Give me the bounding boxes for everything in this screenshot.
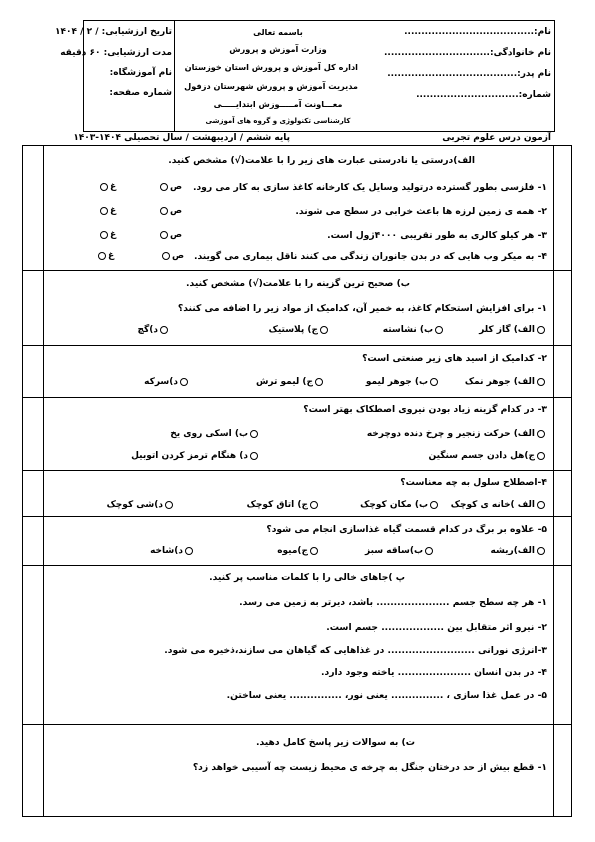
- section-a-item-1: ۱- فلزسی بطور گسترده درتولید وسایل یک کارخانه کاغذ سازی به کار می رود.: [192, 182, 547, 193]
- radio-circle-icon[interactable]: [315, 378, 323, 386]
- b2-option-c[interactable]: ج) لیمو ترش: [256, 377, 325, 387]
- b4-option-c[interactable]: ج) اتاق کوچک: [247, 500, 320, 510]
- radio-circle-icon[interactable]: [430, 378, 438, 386]
- radio-circle-icon[interactable]: [100, 207, 108, 215]
- b1-option-b[interactable]: ب) نشاسته: [383, 325, 445, 335]
- score-column-divider: [43, 145, 44, 817]
- radio-circle-icon[interactable]: [250, 452, 258, 460]
- b1-option-d[interactable]: د)گچ: [138, 325, 170, 335]
- province-office: اداره کل آموزش و پرورش استان خوزستان: [184, 62, 358, 72]
- q-divider-b3: [22, 470, 572, 471]
- radio-circle-icon[interactable]: [537, 452, 545, 460]
- section-a-item-3: ۳- هر کیلو کالری به طور تقریبی ۴۰۰۰ژول است.: [327, 230, 547, 241]
- true-option-3[interactable]: ص: [158, 230, 182, 240]
- radio-circle-icon[interactable]: [435, 326, 443, 334]
- radio-circle-icon[interactable]: [165, 501, 173, 509]
- radio-circle-icon[interactable]: [537, 430, 545, 438]
- q-divider-b2: [22, 397, 572, 398]
- page-number: شماره صفحه:: [109, 88, 172, 98]
- section-b-q1: ۱- برای افزایش استحکام کاغذ، به خمیر آن، کدامیک از مواد زیر را اضافه می کنند؟: [177, 303, 547, 314]
- radio-circle-icon[interactable]: [160, 183, 168, 191]
- basmala: باسمه تعالی: [253, 27, 303, 37]
- row-number-column-divider: [553, 145, 554, 817]
- b2-option-b[interactable]: ب) جوهر لیمو: [366, 377, 440, 387]
- b5-option-c[interactable]: ج)میوه: [277, 546, 320, 556]
- false-option-3[interactable]: غ: [98, 230, 116, 240]
- b1-option-c[interactable]: ج) پلاستیک: [269, 325, 330, 335]
- radio-circle-icon[interactable]: [310, 547, 318, 555]
- section-b-q3: ۳- در کدام گزینه زیاد بودن نیروی اصطکاک بهتر است؟: [303, 404, 547, 415]
- q-divider-b4: [22, 516, 572, 517]
- section-p-title: پ )جاهای خالی را با کلمات مناسب پر کنید.: [209, 572, 405, 583]
- b3-option-c[interactable]: ج)هل دادن جسم سنگین: [428, 451, 547, 461]
- section-p-item-3[interactable]: ۳-انرژی نورانی ......................... در غذاهایی که گیاهان می سازند،ذخیره می شود.: [164, 645, 547, 656]
- exam-info: پایه ششم / اردیبهشت / سال تحصیلی ۱۴۰۴-۱۴۰۳: [73, 133, 290, 143]
- b2-option-a[interactable]: الف) جوهر نمک: [465, 377, 547, 387]
- student-father-field[interactable]: نام پدر:......................................: [387, 69, 551, 79]
- radio-circle-icon[interactable]: [537, 547, 545, 555]
- exam-duration: مدت ارزشیابی: ۶۰ دقیقه: [60, 48, 172, 58]
- radio-circle-icon[interactable]: [180, 378, 188, 386]
- section-a-title: الف)درستی یا نادرستی عبارت های زیر را با علامت(√) مشخص کنید.: [168, 155, 475, 166]
- student-number-field[interactable]: شماره:..............................: [416, 90, 551, 100]
- city-office: مدیریت آموزش و پرورش شهرستان دزفول: [184, 81, 358, 91]
- radio-circle-icon[interactable]: [160, 231, 168, 239]
- student-family-field[interactable]: نام خانوادگی:...............................: [383, 48, 551, 58]
- b3-option-d[interactable]: د) هنگام ترمز کردن اتوبیل: [131, 451, 260, 461]
- section-p-item-1[interactable]: ۱- هر چه سطح جسم ..................... باشد، دیرتر به زمین می رسد.: [239, 597, 547, 608]
- section-a-item-2: ۲- همه ی زمین لرزه ها باعث خرابی در سطح می شوند.: [295, 206, 547, 217]
- radio-circle-icon[interactable]: [185, 547, 193, 555]
- radio-circle-icon[interactable]: [310, 501, 318, 509]
- section-divider-a-b: [22, 270, 572, 271]
- b2-option-d[interactable]: د)سرکه: [144, 377, 190, 387]
- false-option-4[interactable]: غ: [96, 251, 114, 261]
- b1-option-a[interactable]: الف) گاز کلر: [479, 325, 547, 335]
- tech-group: کارشناسی تکنولوژی و گروه های آموزشی: [205, 117, 351, 125]
- false-option-1[interactable]: غ: [98, 182, 116, 192]
- deputy-office: معـــاونت آمـــــوزش ابتدایـــــی: [213, 99, 343, 109]
- section-p-item-4[interactable]: ۴- در بدن انسان ..................... یاخته وجود دارد.: [321, 667, 547, 678]
- false-option-2[interactable]: غ: [98, 206, 116, 216]
- ministry-name: وزارت آموزش و پرورش: [229, 44, 327, 54]
- b3-option-b[interactable]: ب) اسکی روی یخ: [170, 429, 260, 439]
- section-a-item-4: ۴- به میکر وب هایی که در بدن جانوران زندگی می کنند ناقل بیماری می گویند.: [193, 251, 547, 262]
- section-t-title: ت) به سوالات زیر پاسخ کامل دهید.: [256, 737, 415, 748]
- radio-circle-icon[interactable]: [162, 252, 170, 260]
- b5-option-b[interactable]: ب)ساقه سبز: [365, 546, 435, 556]
- section-divider-p-t: [22, 724, 572, 725]
- radio-circle-icon[interactable]: [160, 326, 168, 334]
- student-name-field[interactable]: نام:......................................: [404, 27, 551, 37]
- b4-option-d[interactable]: د)شی کوچک: [107, 500, 175, 510]
- radio-circle-icon[interactable]: [537, 501, 545, 509]
- radio-circle-icon[interactable]: [160, 207, 168, 215]
- b3-option-a[interactable]: الف) حرکت زنجیر و چرخ دنده دوچرخه: [367, 429, 547, 439]
- radio-circle-icon[interactable]: [100, 231, 108, 239]
- section-p-item-5[interactable]: ۵- در عمل غذا سازی ، ............... یعنی نور، ............... یعنی ساختن.: [226, 690, 547, 701]
- radio-circle-icon[interactable]: [425, 547, 433, 555]
- q-divider-b1: [22, 345, 572, 346]
- section-b-title: ب) صحیح ترین گزینه را با علامت(√) مشخص کنید.: [186, 278, 410, 289]
- b5-option-d[interactable]: د)شاخه: [150, 546, 195, 556]
- section-divider-b-p: [22, 565, 572, 566]
- radio-circle-icon[interactable]: [100, 183, 108, 191]
- b4-option-b[interactable]: ب) مکان کوچک: [360, 500, 440, 510]
- section-t-item-1: ۱- قطع بیش از حد درختان جنگل به چرخه ی محیط زیست چه آسیبی خواهد زد؟: [192, 762, 547, 773]
- section-b-q4: ۴-اصطلاح سلول به چه معناست؟: [400, 477, 547, 488]
- true-option-2[interactable]: ص: [158, 206, 182, 216]
- b5-option-a[interactable]: الف)ریشه: [491, 546, 547, 556]
- true-option-1[interactable]: ص: [158, 182, 182, 192]
- section-b-q2: ۲- کدامیک از اسید های زیر صنعتی است؟: [362, 353, 547, 364]
- exam-title: آزمون درس علوم تجربی: [442, 133, 551, 143]
- true-option-4[interactable]: ص: [160, 251, 184, 261]
- school-name: نام آموزشگاه:: [109, 68, 172, 78]
- radio-circle-icon[interactable]: [250, 430, 258, 438]
- radio-circle-icon[interactable]: [430, 501, 438, 509]
- radio-circle-icon[interactable]: [98, 252, 106, 260]
- b4-option-a[interactable]: الف )خانه ی کوچک: [451, 500, 547, 510]
- section-b-q5: ۵- علاوه بر برگ در کدام قسمت گیاه غذاسازی انجام می شود؟: [266, 524, 547, 535]
- radio-circle-icon[interactable]: [320, 326, 328, 334]
- radio-circle-icon[interactable]: [537, 326, 545, 334]
- section-p-item-2[interactable]: ۲- نیرو اثر متقابل بین .................. جسم است.: [326, 622, 547, 633]
- exam-date: تاریخ ارزشیابی: / ۲ / ۱۴۰۴: [55, 27, 172, 37]
- radio-circle-icon[interactable]: [537, 378, 545, 386]
